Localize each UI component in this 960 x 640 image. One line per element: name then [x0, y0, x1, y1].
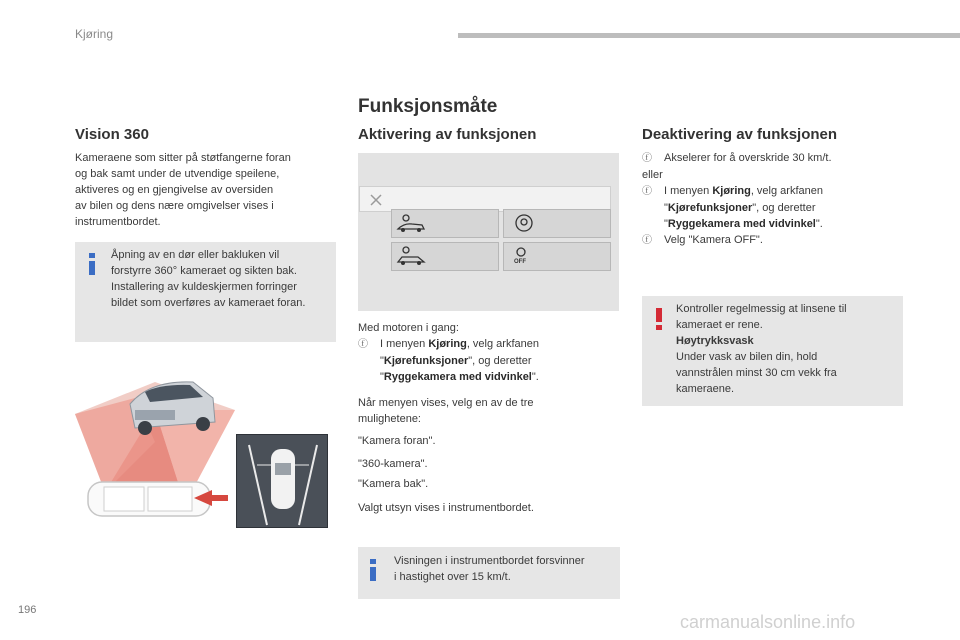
option-rear: "Kamera bak".: [358, 478, 429, 490]
deactivation-title: Deaktivering av funksjonen: [642, 126, 838, 143]
front-camera-button[interactable]: [391, 209, 499, 238]
watermark: carmanualsonline.info: [680, 612, 856, 632]
instrument-display-illustration: [86, 478, 231, 520]
warning-text: Kontroller regelmessig at linsene til kameraet er rene. Høytrykksvask Under vask av bilen din, hold vannstrålen minst 30 cm vekk fra kameraene.: [676, 303, 847, 395]
arrow-bullet-icon: ⓕ: [642, 186, 652, 197]
vision-paragraph: Kameraene som sitter på støtfangerne foran og bak samt under de utvendige speilene, aktiveres og en gjengivelse av oversiden av bilen og dens nære omgivelser vises i instrumentbordet.: [75, 152, 291, 228]
activation-choose-text: Når menyen vises, velg en av de tre mulighetene:: [358, 397, 534, 425]
activation-steps: Med motoren i gang: ⓕ I menyen Kjøring, velg arkfanen "Kjørefunksjoner", og deretter "Ryggekamera med vidvinkel".: [358, 320, 620, 385]
front-camera-icon: [392, 210, 432, 237]
close-icon[interactable]: [364, 188, 388, 212]
header-bar: [458, 33, 960, 38]
overhead-car-graphic: [237, 435, 329, 529]
arrow-bullet-icon: ⓕ: [358, 339, 368, 350]
section-header: Kjøring: [75, 27, 114, 41]
vision-note-text: Åpning av en dør eller bakluken vil forstyrre 360° kameraet og sikten bak. Installering av kuldeskjermen forringer bildet som overføres av kameraet foran.: [111, 249, 306, 309]
info-icon: [370, 559, 376, 581]
overhead-camera-view: [236, 434, 328, 528]
activation-note-text: Visningen i instrumentbordet forsvinner i hastighet over 15 km/t.: [394, 555, 585, 583]
vision-note-box: [75, 242, 336, 342]
rear-camera-icon: [392, 243, 432, 270]
option-360: "360-kamera".: [358, 458, 428, 470]
page-number: 196: [18, 604, 37, 616]
360-camera-icon: [504, 210, 544, 237]
arrow-bullet-icon: ⓕ: [642, 235, 652, 246]
info-icon: [89, 253, 95, 275]
warning-box: [642, 296, 903, 406]
warning-icon: [656, 308, 662, 330]
camera-off-button[interactable]: [503, 242, 611, 271]
activation-after-text: Valgt utsyn vises i instrumentbordet.: [358, 502, 534, 514]
activation-note-box: [358, 547, 620, 599]
touchscreen-panel: [358, 153, 619, 311]
camera-off-label: OFF: [514, 259, 526, 265]
arrow-bullet-icon: ⓕ: [642, 153, 652, 164]
deactivation-steps: ⓕ Akselerer for å overskride 30 km/t. eller ⓕ I menyen Kjøring, velg arkfanen "Kjørefunksjoner", og deretter "Ryggekamera med vidvinkel". ⓕ Velg "Kamera OFF".: [642, 150, 902, 249]
vision-title: Vision 360: [75, 126, 149, 143]
activation-title: Aktivering av funksjonen: [358, 126, 537, 143]
page-title: Funksjonsmåte: [358, 96, 498, 117]
camera-off-icon: [509, 245, 539, 260]
option-front: "Kamera foran".: [358, 435, 436, 447]
rear-camera-button[interactable]: [391, 242, 499, 271]
360-camera-button[interactable]: [503, 209, 611, 238]
activation-step: ⓕ I menyen Kjøring, velg arkfanen "Kjørefunksjoner", og deretter "Ryggekamera med vidvinkel".: [358, 338, 539, 383]
